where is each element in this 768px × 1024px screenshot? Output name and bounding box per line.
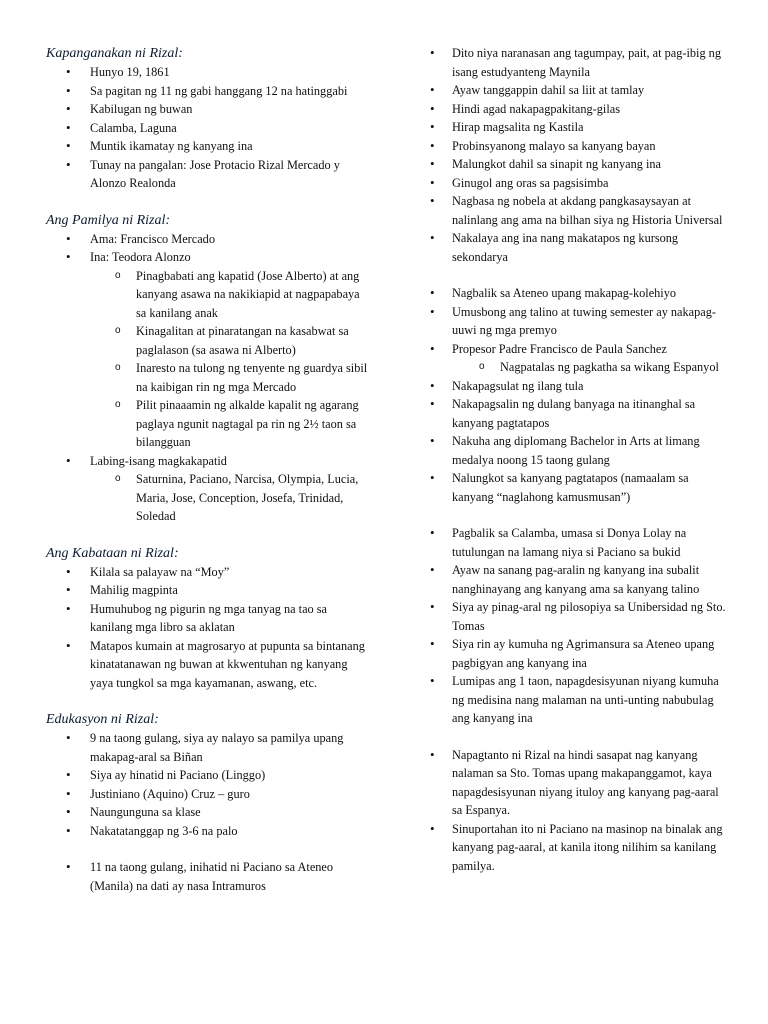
sub-list-item: o Kinagalitan at pinaratangan na kasabwat sa paglalason (sa asawa ni Alberto) xyxy=(90,322,368,359)
bullet-list xyxy=(46,858,368,895)
sub-list-item: o Nagpatalas ng pagkatha sa wikang Espanyol xyxy=(452,358,730,377)
paragraph-gap xyxy=(430,506,730,524)
list-item: • Nagbalik sa Ateneo upang makapag-kolehiyo xyxy=(430,284,730,303)
list-item: • Tunay na pangalan: Jose Protacio Rizal Mercado y Alonzo Realonda xyxy=(46,156,368,193)
list-item: • Kabilugan ng buwan xyxy=(46,100,368,119)
list-item: • Mahilig magpinta xyxy=(46,581,368,600)
list-item: • Pagbalik sa Calamba, umasa si Donya Lolay na tutulungan na lamang niya si Paciano sa bukid xyxy=(430,524,730,561)
list-item xyxy=(46,452,368,526)
list-item: • Siya rin ay kumuha ng Agrimansura sa Ateneo upang pagbigyan ang kanyang ina xyxy=(430,635,730,672)
list-item: • Siya ay pinag-aral ng pilosopiya sa Unibersidad ng Sto. Tomas xyxy=(430,598,730,635)
list-item: • Ama: Francisco Mercado xyxy=(46,230,368,249)
bullet-list xyxy=(46,230,368,526)
list-item: • Probinsyanong malayo sa kanyang bayan xyxy=(430,137,730,156)
paragraph-gap xyxy=(46,840,368,858)
list-item: • 9 na taong gulang, siya ay nalayo sa pamilya upang makapag-aral sa Biñan xyxy=(46,729,368,766)
list-item: • Nalungkot sa kanyang pagtatapos (namaalam sa kanyang “naglahong kamusmusan”) xyxy=(430,469,730,506)
list-item: • Nakuha ang diplomang Bachelor in Arts at limang medalya noong 15 taong gulang xyxy=(430,432,730,469)
section-title: Ang Pamilya ni Rizal: xyxy=(46,212,171,228)
list-item: • Nakapagsulat ng ilang tula xyxy=(430,377,730,396)
list-item: • Naungunguna sa klase xyxy=(46,803,368,822)
bullet-list xyxy=(430,524,730,728)
list-item: • Humuhubog ng pigurin ng mga tanyag na tao sa kanilang mga libro sa aklatan xyxy=(46,600,368,637)
list-item: • Hindi agad nakapagpakitang-gilas xyxy=(430,100,730,119)
list-item: • Matapos kumain at magrosaryo at pupunta sa bintanang kinatatanawan ng buwan at kkwentuhan ng kanyang yaya tungkol sa mga kayamanan, aswang, etc. xyxy=(46,637,368,693)
list-item xyxy=(46,248,368,452)
paragraph-gap xyxy=(430,266,730,284)
bullet-list xyxy=(430,44,730,266)
sub-list-item: o Pilit pinaaamin ng alkalde kapalit ng agarang paglaya ngunit nagtagal pa rin ng 2½ taon sa bilangguan xyxy=(90,396,368,452)
right-column xyxy=(430,44,730,875)
list-item: • Sa pagitan ng 11 ng gabi hanggang 12 na hatinggabi xyxy=(46,82,368,101)
section-kabataan xyxy=(46,544,368,693)
sub-list xyxy=(90,267,368,452)
list-item: • Ginugol ang oras sa pagsisimba xyxy=(430,174,730,193)
sub-list-item: o Pinagbabati ang kapatid (Jose Alberto) at ang kanyang asawa na nakikiapid at nagpapabaya sa kanilang anak xyxy=(90,267,368,323)
list-item: • Sinuportahan ito ni Paciano na masinop na binalak ang kanyang pag-aaral, at kanila itong nilihim sa kanilang pamilya. xyxy=(430,820,730,876)
bullet-list xyxy=(430,284,730,506)
list-item: • Hirap magsalita ng Kastila xyxy=(430,118,730,137)
list-item-text: Propesor Padre Francisco de Paula Sanchez xyxy=(452,341,667,356)
list-item: • Calamba, Laguna xyxy=(46,119,368,138)
paragraph-gap xyxy=(430,728,730,746)
bullet-list xyxy=(46,563,368,693)
list-item: • Justiniano (Aquino) Cruz – guro xyxy=(46,785,368,804)
list-item: • Dito niya naranasan ang tagumpay, pait, at pag-ibig ng isang estudyanteng Maynila xyxy=(430,44,730,81)
section-pamilya xyxy=(46,211,368,526)
section-title: Ang Kabataan ni Rizal: xyxy=(46,545,179,561)
list-item-text: Ina: Teodora Alonzo xyxy=(90,250,191,264)
bullet-list xyxy=(46,63,368,193)
list-item: • Muntik ikamatay ng kanyang ina xyxy=(46,137,368,156)
list-item: • Siya ay hinatid ni Paciano (Linggo) xyxy=(46,766,368,785)
section-edukasyon xyxy=(46,710,368,895)
section-title: Edukasyon ni Rizal: xyxy=(46,712,159,727)
list-item: • Ayaw tanggappin dahil sa liit at tamlay xyxy=(430,81,730,100)
list-item-text: Labing-isang magkakapatid xyxy=(90,453,227,468)
section-kapanganakan xyxy=(46,44,368,193)
bullet-list xyxy=(46,729,368,840)
section-title: Kapanganakan ni Rizal: xyxy=(46,46,183,61)
list-item: • Napagtanto ni Rizal na hindi sasapat nag kanyang nalaman sa Sto. Tomas upang makapanggamot, kaya napagdesisyunan niyang ituloy ang kanyang pag-aaral sa Espanya. xyxy=(430,746,730,820)
list-item: • Malungkot dahil sa sinapit ng kanyang ina xyxy=(430,155,730,174)
sub-list-item: o Inaresto na tulong ng tenyente ng guardya sibil na kaibigan rin ng mga Mercado xyxy=(90,359,368,396)
list-item: • Umusbong ang talino at tuwing semester ay nakapag-uuwi ng mga premyo xyxy=(430,303,730,340)
list-item xyxy=(430,340,730,377)
list-item: • Ayaw na sanang pag-aralin ng kanyang ina subalit nanghinayang ang kanyang ama sa kanyang talino xyxy=(430,561,730,598)
left-column xyxy=(46,44,368,895)
list-item: • 11 na taong gulang, inihatid ni Paciano sa Ateneo (Manila) na dati ay nasa Intramuros xyxy=(46,858,368,895)
bullet-list xyxy=(430,746,730,876)
sub-list xyxy=(90,470,368,526)
list-item: • Nagbasa ng nobela at akdang pangkasaysayan at nalinlang ang ama na bilhan siya ng Historia Universal xyxy=(430,192,730,229)
sub-list-item: o Saturnina, Paciano, Narcisa, Olympia, Lucia, Maria, Jose, Conception, Josefa, Trinidad, Soledad xyxy=(90,470,368,526)
list-item: • Lumipas ang 1 taon, napagdesisyunan niyang kumuha ng medisina nang malaman na unti-unting nabubulag ang kanyang ina xyxy=(430,672,730,728)
list-item: • Hunyo 19, 1861 xyxy=(46,63,368,82)
sub-list xyxy=(452,358,730,377)
list-item: • Nakalaya ang ina nang makatapos ng kursong sekondarya xyxy=(430,229,730,266)
list-item: • Kilala sa palayaw na “Moy” xyxy=(46,563,368,582)
list-item: • Nakapagsalin ng dulang banyaga na itinanghal sa kanyang pagtatapos xyxy=(430,395,730,432)
list-item: • Nakatatanggap ng 3-6 na palo xyxy=(46,822,368,841)
